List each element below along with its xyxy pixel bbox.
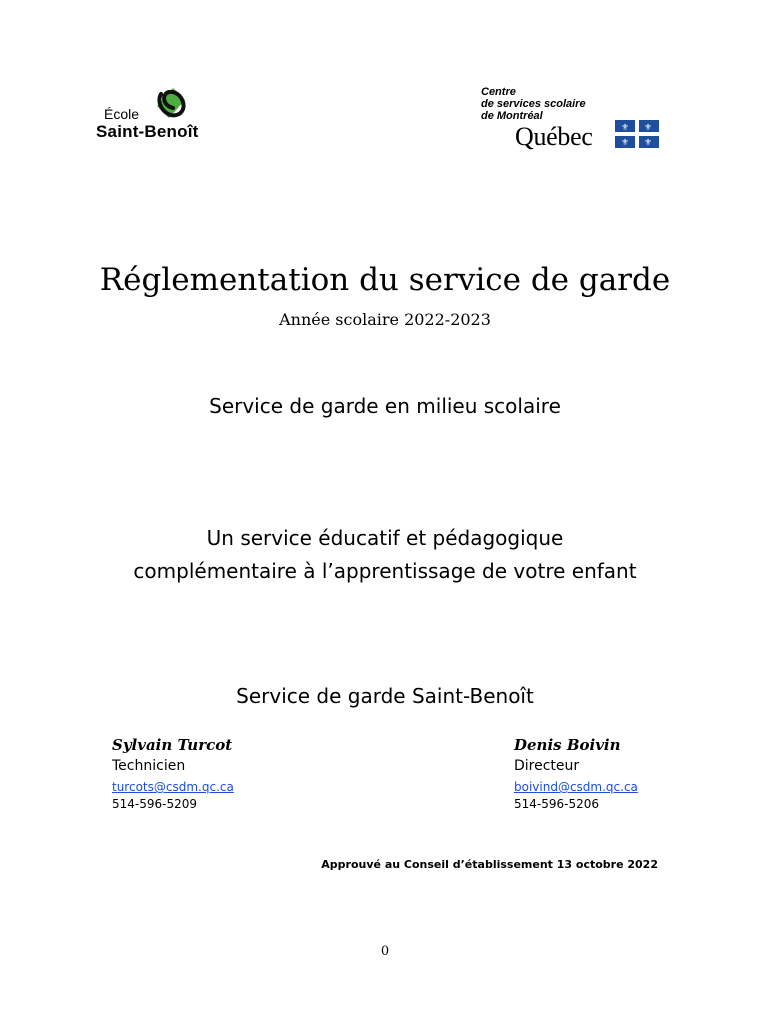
school-emblem-icon (151, 84, 191, 124)
cssdm-line1: Centre (481, 86, 516, 98)
contact-role: Technicien (112, 758, 186, 774)
contact-email-link[interactable]: boivind@csdm.qc.ca (514, 780, 638, 794)
heading-service-educatif (0, 522, 770, 588)
contact-name: Sylvain Turcot (112, 736, 233, 754)
cssdm-line2: de services scolaire (481, 98, 586, 110)
document-title: Réglementation du service de garde (99, 262, 671, 298)
document-subtitle: Année scolaire 2022-2023 (279, 310, 491, 329)
heading-service-milieu-scolaire: Service de garde en milieu scolaire (209, 394, 561, 418)
school-logo-line2: Saint-Benoît (96, 122, 199, 141)
cssdm-logo-text (481, 86, 586, 122)
cssdm-line3: de Montréal (481, 110, 543, 122)
school-logo-line1: École (104, 106, 140, 122)
heading-service-educatif-line1: Un service éducatif et pédagogique (206, 526, 564, 550)
svg-text:⚜: ⚜ (643, 138, 653, 148)
cssdm-logo (481, 86, 661, 150)
school-logo (96, 84, 226, 144)
contact-phone: 514-596-5209 (112, 797, 198, 811)
heading-service-saint-benoit: Service de garde Saint-Benoît (236, 684, 534, 708)
contact-role: Directeur (514, 758, 580, 774)
approval-note: Approuvé au Conseil d’établissement 13 octobre 2022 (321, 858, 658, 871)
contact-phone: 514-596-5206 (514, 797, 600, 811)
svg-text:⚜: ⚜ (620, 138, 630, 148)
svg-text:⚜: ⚜ (620, 123, 630, 133)
heading-service-educatif-line2: complémentaire à l’apprentissage de votre enfant (133, 559, 637, 583)
svg-text:⚜: ⚜ (643, 123, 653, 133)
contact-technicien (112, 736, 234, 811)
contact-email-link[interactable]: turcots@csdm.qc.ca (112, 780, 234, 794)
contact-directeur (514, 736, 638, 811)
quebec-wordmark: Québec (515, 122, 593, 151)
quebec-flag-icon (615, 120, 659, 148)
contact-name: Denis Boivin (514, 736, 621, 754)
page-number: 0 (380, 944, 390, 959)
